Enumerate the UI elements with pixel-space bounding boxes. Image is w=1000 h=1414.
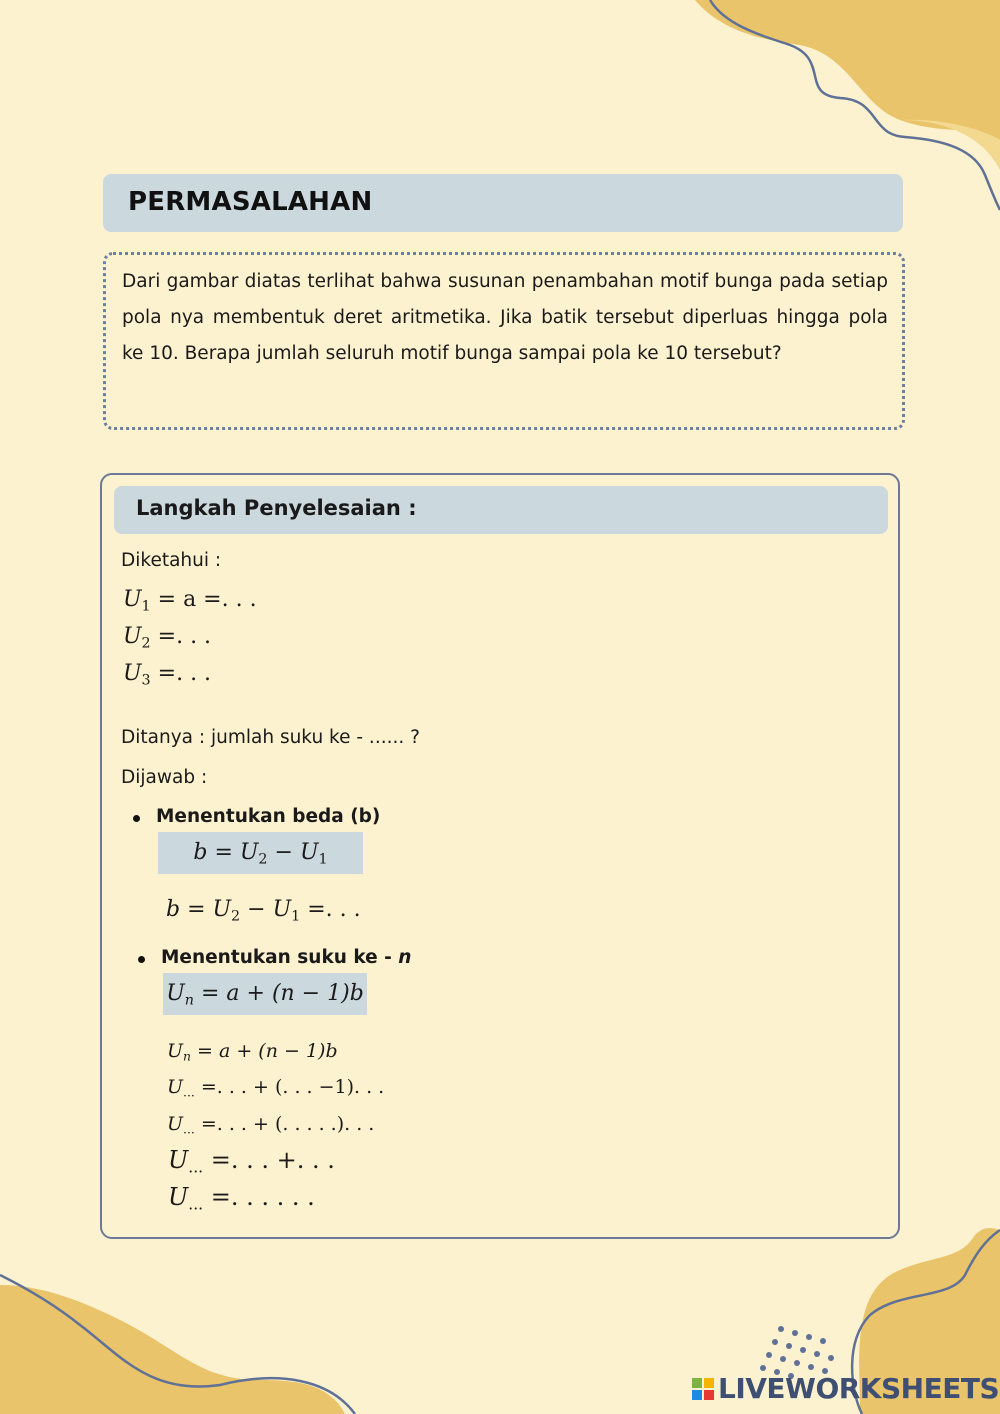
section-n-title: Menentukan suku ke - n (161, 947, 412, 968)
problem-title: PERMASALAHAN (128, 187, 373, 217)
top-right-blob (695, 0, 1000, 140)
work-n-line-1: $U_n = a + (n - 1)b$ (167, 1040, 338, 1064)
steps-header (114, 486, 888, 534)
problem-header (103, 174, 903, 232)
known-u1: $U_1 = a$ =. . . (123, 587, 257, 615)
bullet-dot-b (133, 815, 140, 822)
answer-label: Dijawab : (121, 767, 208, 788)
work-n-line-5: $U_{...}$ =. . . . . . (168, 1183, 315, 1214)
section-b-title: Menentukan beda (b) (156, 806, 381, 827)
work-n-line-4: $U_{...}$ =. . . +. . . (168, 1146, 335, 1177)
liveworksheets-logo-icon (692, 1378, 714, 1400)
steps-title: Langkah Penyelesaian : (136, 496, 417, 520)
bullet-dot-n (138, 956, 145, 963)
problem-text: Dari gambar diatas terlihat bahwa susunan penambahan motif bunga pada setiap pola nya membentuk deret aritmetika. Jika batik tersebut diperluas hingga pola ke 10. Berapa jumlah seluruh motif bunga sampai pola ke 10 tersebut? (122, 271, 888, 364)
problem-box (103, 252, 905, 430)
solution-steps-box (100, 473, 900, 1239)
formula-b-box: $b = U_2 - U_1$ (158, 832, 363, 874)
known-label: Diketahui : (121, 550, 222, 571)
work-n-line-3: $U_{...}$ =. . . + (. . . . .). . . (167, 1113, 375, 1137)
work-b: $b = U_2 - U_1$ =. . . (166, 897, 361, 925)
work-n-line-2: $U_{...}$ =. . . + (. . . −1). . . (167, 1076, 385, 1100)
asked-text: Ditanya : jumlah suku ke - ...... ? (121, 727, 420, 748)
formula-n-box: $U_n = a + (n - 1)b$ (163, 973, 367, 1015)
known-u2: $U_2$ =. . . (123, 624, 212, 652)
known-u3: $U_3$ =. . . (123, 661, 212, 689)
brand-name: LIVEWORKSHEETS (718, 1372, 1000, 1405)
